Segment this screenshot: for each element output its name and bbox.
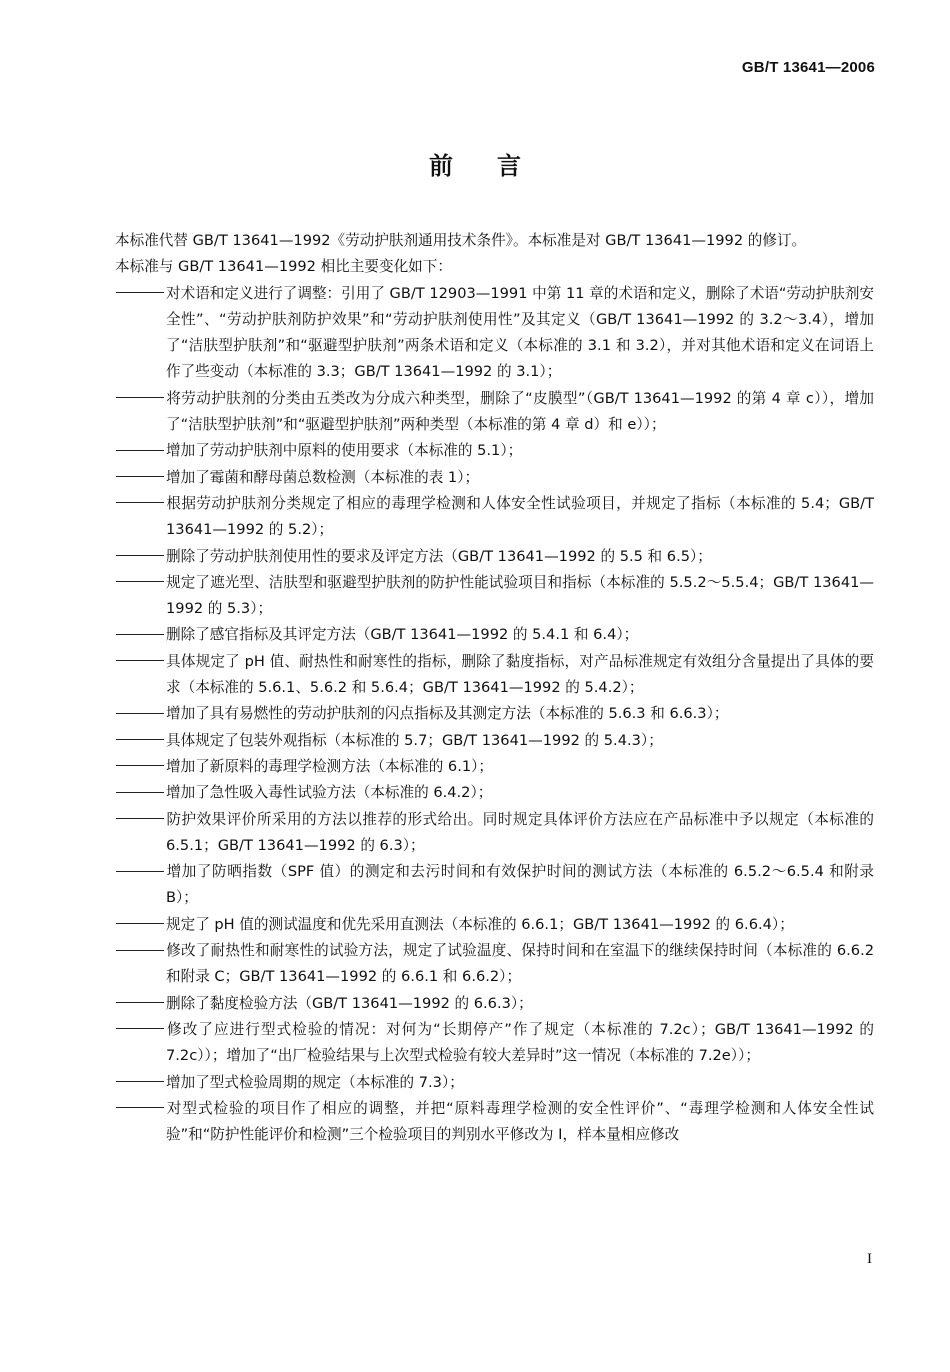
change-item-text: 修改了耐热性和耐寒性的试验方法，规定了试验温度、保持时间和在室温下的继续保持时间（本标准的 6.6.2 和附录 C；GB/T 13641—1992 的 6.6.1 和 6.6.2）； (166, 942, 874, 986)
intro-paragraph: 本标准与 GB/T 13641—1992 相比主要变化如下： (115, 258, 452, 276)
dash-marker (116, 1081, 166, 1082)
change-item (82, 859, 874, 912)
change-item-text: 具体规定了 pH 值、耐热性和耐寒性的指标，删除了黏度指标，对产品标准规定有效组分含量提出了具体的要求（本标准的 5.6.1、5.6.2 和 5.6.4；GB/T 13641—1992 的 5.4.2）； (166, 652, 874, 697)
change-item (82, 649, 874, 702)
change-item-text: 将劳动护肤剂的分类由五类改为分成六种类型，删除了“皮膜型”（GB/T 13641—1992 的第 4 章 c）），增加了“洁肤型护肤剂”和“驱避型护肤剂”两种类型（本标准的第 4 章 d）和 e））； (166, 389, 874, 434)
page-number: I (867, 1251, 872, 1267)
dash-marker (116, 502, 166, 503)
change-item (82, 701, 874, 727)
dash-marker (116, 1028, 166, 1029)
change-item (82, 386, 874, 439)
change-item-text: 防护效果评价所采用的方法以推荐的形式给出。同时规定具体评价方法应在产品标准中予以规定（本标准的 6.5.1；GB/T 13641—1992 的 6.3）； (166, 810, 874, 854)
change-item-text: 规定了 pH 值的测试温度和优先采用直测法（本标准的 6.6.1；GB/T 13641—1992 的 6.6.4）； (166, 915, 794, 933)
dash-marker (116, 555, 166, 556)
change-item-text: 增加了新原料的毒理学检测方法（本标准的 6.1）； (166, 757, 494, 775)
dash-marker (116, 1107, 166, 1108)
dash-marker (116, 292, 166, 293)
change-item-text: 增加了劳动护肤剂中原料的使用要求（本标准的 5.1）； (166, 442, 523, 460)
change-item-text: 对术语和定义进行了调整：引用了 GB/T 12903—1991 中第 11 章的术语和定义，删除了术语“劳动护肤剂安全性”、“劳动护肤剂防护效果”和“劳动护肤剂使用性”及其定义（GB/T 13641—1992 的 3.2～3.4），增加了“洁肤型护肤剂”和“驱避型护肤剂”两条术语和定义（本标准的 3.1 和 3.2），并对其他术语和定义在词语上作了些变动（本标准的 3.3；GB/T 13641—1992 的 3.1）； (166, 284, 875, 381)
dash-marker (116, 871, 166, 872)
dash-marker (116, 1002, 166, 1003)
change-item (82, 807, 874, 860)
change-item-text: 删除了黏度检验方法（GB/T 13641—1992 的 6.6.3）； (166, 994, 533, 1012)
document-body (82, 228, 874, 1148)
dash-marker (116, 634, 166, 635)
change-item-text: 对型式检验的项目作了相应的调整，并把“原料毒理学检测的安全性评价”、“毒理学检测和人体安全性试验”和“防护性能评价和检测”三个检验项目的判别水平修改为 Ⅰ，样本量相应修改 (166, 1099, 874, 1144)
change-item-text: 增加了型式检验周期的规定（本标准的 7.3）； (166, 1073, 464, 1091)
change-item-text: 删除了劳动护肤剂使用性的要求及评定方法（GB/T 13641—1992 的 5.5 和 6.5）； (166, 547, 712, 565)
dash-marker (116, 476, 166, 477)
change-item (82, 438, 874, 464)
change-item (82, 938, 874, 991)
change-item (82, 570, 874, 623)
change-item (82, 281, 874, 386)
dash-marker (116, 660, 166, 661)
dash-marker (116, 950, 166, 951)
change-item (82, 991, 874, 1017)
standard-code: GB/T 13641—2006 (741, 59, 875, 76)
dash-marker (116, 739, 166, 740)
change-item-text: 修改了应进行型式检验的情况：对何为“长期停产”作了规定（本标准的 7.2c）；GB/T 13641—1992 的 7.2c））；增加了“出厂检验结果与上次型式检验有较大差异时”这一情况（本标准的 7.2e））； (166, 1020, 874, 1065)
change-item (82, 1070, 874, 1096)
change-item (82, 544, 874, 570)
change-item (82, 912, 874, 938)
dash-marker (116, 397, 166, 398)
change-item (82, 780, 874, 806)
dash-marker (116, 818, 166, 819)
dash-marker (116, 581, 166, 582)
change-item-text: 规定了遮光型、洁肤型和驱避型护肤剂的防护性能试验项目和指标（本标准的 5.5.2～5.5.4；GB/T 13641—1992 的 5.3）； (166, 573, 874, 618)
change-item-text: 增加了防晒指数（SPF 值）的测定和去污时间和有效保护时间的测试方法（本标准的 6.5.2～6.5.4 和附录 B）； (166, 863, 874, 907)
change-item (82, 728, 874, 754)
change-item-text: 增加了急性吸入毒性试验方法（本标准的 6.4.2）； (166, 784, 493, 802)
change-item (82, 1096, 874, 1149)
dash-marker (116, 713, 166, 714)
change-item (82, 622, 874, 648)
dash-marker (116, 923, 166, 924)
intro-paragraph: 本标准代替 GB/T 13641—1992《劳动护肤剂通用技术条件》。本标准是对 GB/T 13641—1992 的修订。 (115, 232, 807, 249)
dash-marker (116, 450, 166, 451)
change-item-text: 具体规定了包装外观指标（本标准的 5.7；GB/T 13641—1992 的 5.4.3）； (166, 731, 663, 749)
page-title: 前言 (429, 152, 565, 180)
dash-marker (116, 792, 166, 793)
change-item-text: 删除了感官指标及其评定方法（GB/T 13641—1992 的 5.4.1 和 6.4）； (166, 626, 639, 644)
dash-marker (116, 765, 166, 766)
change-item-text: 增加了具有易燃性的劳动护肤剂的闪点指标及其测定方法（本标准的 5.6.3 和 6.6.3）； (166, 705, 729, 723)
change-item-text: 根据劳动护肤剂分类规定了相应的毒理学检测和人体安全性试验项目，并规定了指标（本标准的 5.4；GB/T 13641—1992 的 5.2）； (166, 494, 874, 539)
change-item (82, 1017, 874, 1070)
changes-list (82, 281, 874, 1149)
change-item (82, 754, 874, 780)
change-item (82, 491, 874, 544)
change-item (82, 465, 874, 491)
change-item-text: 增加了霉菌和酵母菌总数检测（本标准的表 1）； (166, 468, 480, 486)
